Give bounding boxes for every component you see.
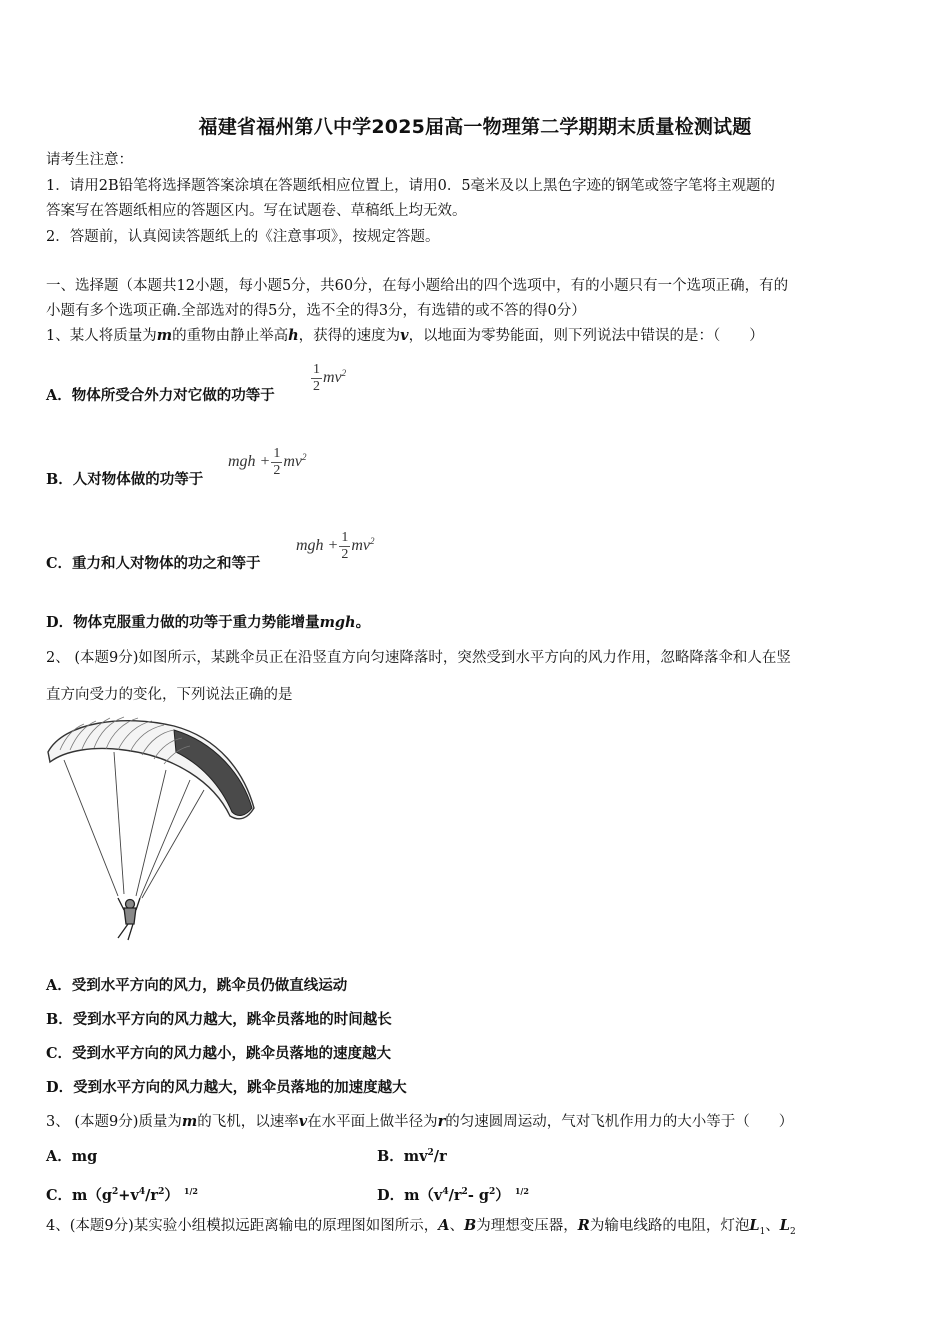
notice-line-2: 2．答题前，认真阅读答题纸上的《注意事项》，按规定答题。 bbox=[46, 229, 440, 245]
q1-option-a[interactable]: A．物体所受合外力对它做的功等于 bbox=[46, 387, 275, 404]
q2-option-d[interactable]: D．受到水平方向的风力越大，跳伞员落地的加速度越大 bbox=[46, 1079, 407, 1096]
q2-option-c[interactable]: C．受到水平方向的风力越小，跳伞员落地的速度越大 bbox=[46, 1045, 392, 1062]
question-1-stem: 1、某人将质量为m的重物由静止举高h，获得的速度为v，以地面为零势能面，则下列说法中错误的是：（ ） bbox=[46, 327, 764, 344]
paraglider-illustration bbox=[44, 712, 264, 944]
notice-line-1b: 答案写在答题纸相应的答题区内。写在试题卷、草稿纸上均无效。 bbox=[46, 203, 467, 219]
question-2-line-1: 2、 (本题9分)如图所示，某跳伞员正在沿竖直方向匀速降落时，突然受到水平方向的风力作用，忽略降落伞和人在竖 bbox=[46, 650, 791, 666]
notice-line-1: 1．请用2B铅笔将选择题答案涂填在答题纸相应位置上，请用0．5毫米及以上黑色字迹的钢笔或签字笔将主观题的 bbox=[46, 178, 776, 194]
q1-option-b-formula: mgh + $\frac{1}{2}$ $mv^2$ bbox=[228, 446, 307, 478]
q3-option-b[interactable]: B．$mv^2/r$ bbox=[377, 1148, 447, 1165]
section-line-1: 一、选择题（本题共12小题，每小题5分，共60分，在每小题给出的四个选项中，有的小题只有一个选项正确，有的 bbox=[46, 278, 789, 294]
page-title: 福建省福州第八中学2025届高一物理第二学期期末质量检测试题 bbox=[198, 116, 752, 138]
section-line-2: 小题有多个选项正确.全部选对的得5分，选不全的得3分，有选错的或不答的得0分） bbox=[46, 303, 586, 319]
q1-option-c[interactable]: C．重力和人对物体的功之和等于 bbox=[46, 555, 261, 572]
question-4-stem: 4、(本题9分)某实验小组模拟远距离输电的原理图如图所示，A、B为理想变压器，R为输电线路的电阻，灯泡$L_1$、$L_2$ bbox=[46, 1217, 796, 1237]
q3-option-a[interactable]: A．mg bbox=[46, 1148, 98, 1165]
q2-option-b[interactable]: B．受到水平方向的风力越大，跳伞员落地的时间越长 bbox=[46, 1011, 392, 1028]
q2-option-a[interactable]: A．受到水平方向的风力，跳伞员仍做直线运动 bbox=[46, 977, 348, 994]
q1-option-c-formula: mgh + $\frac{1}{2}$ $mv^2$ bbox=[296, 530, 375, 562]
question-2-line-2: 直方向受力的变化，下列说法正确的是 bbox=[46, 687, 293, 703]
notice-heading: 请考生注意： bbox=[46, 152, 133, 168]
q3-option-d[interactable]: D．$m(v^4/r^2-$ $g^2$） $^{1/2}$ bbox=[377, 1186, 529, 1204]
q1-option-b[interactable]: B．人对物体做的功等于 bbox=[46, 471, 204, 488]
q1-option-a-formula: $\frac{1}{2}$ $mv^2$ bbox=[313, 362, 347, 394]
question-3-stem: 3、 (本题9分)质量为m的飞机，以速率v在水平面上做半径为r的匀速圆周运动，气对飞机作用力的大小等于（ ） bbox=[46, 1113, 794, 1130]
q1-option-d[interactable]: D．物体克服重力做的功等于重力势能增量mgh。 bbox=[46, 614, 371, 631]
q3-option-c[interactable]: C．$m(g^2+v^4/r^2)$ $^{1/2}$ bbox=[46, 1186, 198, 1204]
